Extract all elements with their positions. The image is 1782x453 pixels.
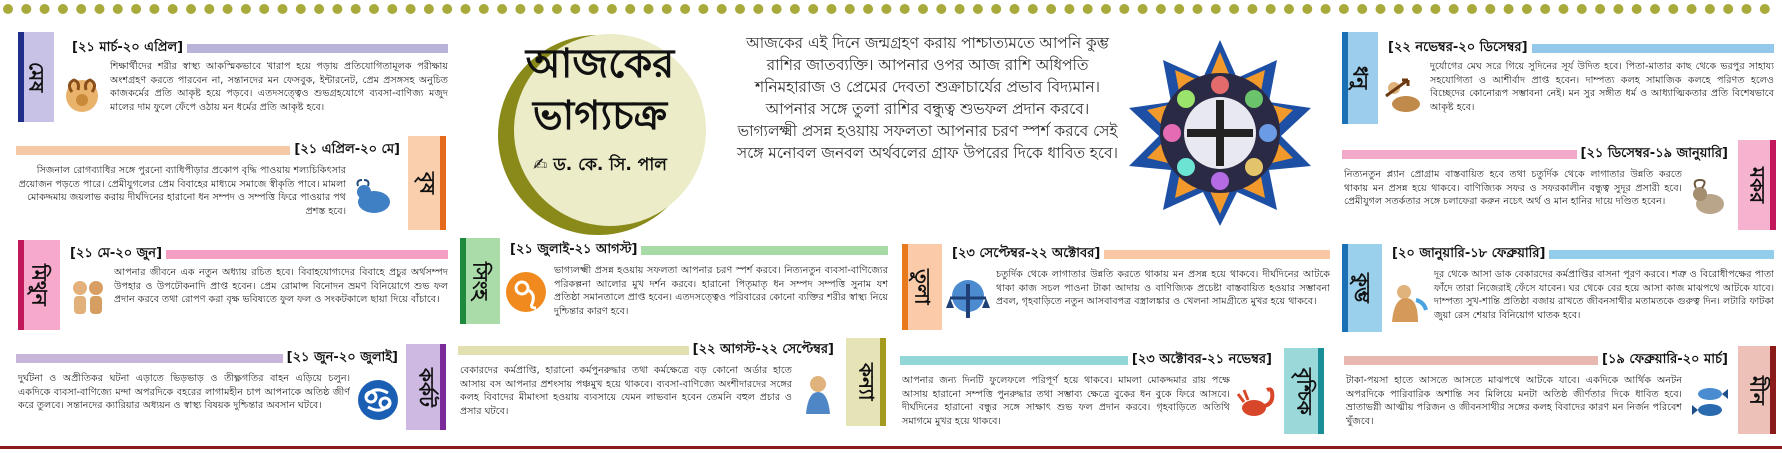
prediction-text: দূর থেকে আসা ডাক বেকারদের কর্মপ্রাপ্তির বাসনা পূরণ করবে। শত্রু ও বিরোধীপক্ষের পাতা ফাঁদে তারা নিজেরাই ফেঁসে যাবেন। ঘর থেকে বের হয়ে আসা কাজ মাঝপথে আটকে যাবে। দাম্পত্য সুখ-শান্তি প্রতিষ্ঠা বজায় রাখতে জীবনসাথীর মতামতকে গুরুত্ব দিন। লটারি ফাটকা জুয়া রেস শেয়ার বিনিয়োগ ঘাতক হবে। — [1434, 269, 1774, 321]
border-dot — [717, 4, 727, 14]
border-dot — [461, 4, 471, 14]
border-dot — [1705, 4, 1715, 14]
border-dot — [278, 4, 288, 14]
border-dot — [223, 4, 233, 14]
border-dot — [424, 4, 434, 14]
prediction-text: দুর্যোগের মেঘ সরে গিয়ে সুদিনের সূর্য উদিত হবে। পিতা-মাতার কাছ থেকে ভরপুর সাহায্য সহযোগিতা ও আশীর্বাদ প্রাপ্ত হবেন। দাম্পত্য কলহ সামাজিক কলহে পরিণত হলেও বিচ্ছেদের কোনোরূপ সম্ভাবনা নেই। মন সুর সঙ্গীত ধর্ম ও আধ্যাত্মিকতার প্রতি বিশেষভাবে আকৃষ্ট হবে। — [1430, 61, 1774, 113]
sign-name: মীন — [1745, 375, 1770, 405]
border-dot — [131, 4, 141, 14]
border-dot — [1119, 4, 1129, 14]
border-dot — [1467, 4, 1477, 14]
border-dot — [186, 4, 196, 14]
border-dot — [881, 4, 891, 14]
sign-label-mesh — [18, 32, 54, 122]
border-dot — [534, 4, 544, 14]
border-dot — [1211, 4, 1221, 14]
birthday-intro-text: আজকের এই দিনে জন্মগ্রহণ করায় পাশ্চাত্যমতে আপনি কুম্ভ রাশির জাতব্যক্তি। আপনার ওপর আজ রাশি অধিপতি শনিমহারাজ ও প্রেমের দেবতা শুক্রাচার্যের প্রভাব বিদ্যমান। আপনার সঙ্গে তুলা রাশির বন্ধুত্ব শুভফল প্রদান করবে। ভাগ্যলক্ষ্মী প্রসন্ন হওয়ায় সফলতা আপনার চরণ স্পর্শ করবে সেই সঙ্গে মনোবল জনবল অর্থবলের গ্রাফ উপরের দিকে ধাবিত হবে। — [737, 34, 1118, 162]
border-dot — [21, 4, 31, 14]
border-dot — [76, 4, 86, 14]
sign-name: কর্কট — [414, 367, 439, 407]
prediction-text: নিত্যনতুন প্ল্যান প্রোগ্রাম বাস্তবায়িত হবে তথা চতুর্দিক থেকে লাগাতার উন্নতি করতে থাকায় মন প্রসন্ন হয়ে থাকবে। বাণিজ্যিক সফর ও সফরকালীন বন্ধুত্ব সুদূর প্রসারী হবে। প্রেমীযুগল সতর্কতার সঙ্গে চলাফেরা করুন নচেৎ অর্থ ও মান হানির দায়ে দণ্ডিত হবেন। — [1344, 169, 1682, 208]
sagittarius-icon — [1380, 72, 1428, 120]
border-dot — [1668, 4, 1678, 14]
accent-bar — [641, 246, 888, 255]
bottom-rule — [0, 446, 1782, 449]
border-dot — [753, 4, 763, 14]
border-dot — [1083, 4, 1093, 14]
border-dot — [900, 4, 910, 14]
border-dot — [1394, 4, 1404, 14]
border-dot — [351, 4, 361, 14]
border-dot — [442, 4, 452, 14]
border-dot — [149, 4, 159, 14]
prediction-text: চতুর্দিক থেকে লাগাতার উন্নতি করতে থাকায় মন প্রসন্ন হয়ে থাকবে। দীর্ঘদিনের আটকে থাকা কাজ সচল পাওনা টাকা আদায় ও বাণিজ্যিক প্রচেষ্টা বাস্তবায়িত হওয়ার সম্ভাবনা প্রবল, গৃহবাড়িতে নতুন আসবাবপত্র বস্ত্রালঙ্কার ও খেলনা সামগ্রীতে মুখর হয়ে থাকবে। — [996, 269, 1330, 308]
border-dot — [1760, 4, 1770, 14]
sign-label-karkat — [406, 344, 446, 430]
date-row-brishchik — [900, 350, 1276, 370]
border-dot — [204, 4, 214, 14]
border-dot — [1010, 4, 1020, 14]
border-dot — [1028, 4, 1038, 14]
pisces-icon — [1686, 378, 1734, 426]
prediction-text: আপনার জীবনে এক নতুন অধ্যায় রচিত হবে। বিবাহযোগ্যদের বিবাহে প্রচুর অর্থসম্পদ উপহার ও উপঢৌকনাদি প্রাপ্ত হবেন। প্রেম রোমান্স বিনোদন ভ্রমণ বিনিয়োগে শুভ ফল প্রদান করবে তথা রোপণ করা বৃক্ষ ভবিষ্যতে ফুল ফল ও সংকটকালে ছায়া দিয়ে বাঁচাবে। — [114, 267, 448, 306]
border-dot — [168, 4, 178, 14]
sign-name: বৃষ — [415, 171, 440, 195]
border-dot — [113, 4, 123, 14]
border-dot — [95, 4, 105, 14]
author-name: ড. কে. সি. পাল — [553, 155, 667, 175]
gemini-icon — [64, 272, 112, 320]
border-dot — [790, 4, 800, 14]
border-dot — [662, 4, 672, 14]
border-dot — [296, 4, 306, 14]
border-dot — [406, 4, 416, 14]
border-dot — [1650, 4, 1660, 14]
border-dot — [644, 4, 654, 14]
border-dot — [1577, 4, 1587, 14]
date-row-karkat — [16, 348, 402, 368]
border-dot — [314, 4, 324, 14]
border-dot — [1339, 4, 1349, 14]
accent-bar — [1532, 44, 1774, 53]
prediction-text: শিক্ষার্থীদের শরীর স্বাস্থ্য আকস্মিকভাবে খারাপ হয়ে পড়ায় প্রতিযোগিতামূলক পরীক্ষায় অংশগ্রহণ করতে পারবেন না, সন্তানদের মন ফেসবুক, ইন্টারনেট, প্রেম প্রসঙ্গসহ অনুচিত কাজকর্মের প্রতি আকৃষ্ট হয়ে পড়বে। এতদসত্ত্বেও শুভগ্রহযোগে ব্যবসা-বাণিজ্য মজুদ মালের দাম ফুলে ফেঁপে ওঠায় মন ধর্মের প্রতি আকৃষ্ট হবে। — [110, 61, 448, 113]
sign-label-brishchik — [1284, 348, 1324, 434]
border-dot — [625, 4, 635, 14]
libra-icon — [944, 276, 992, 324]
border-dot — [552, 4, 562, 14]
sign-label-kanya — [846, 338, 886, 426]
date-range: [২২ নভেম্বর-২০ ডিসেম্বর] — [1388, 39, 1528, 55]
border-dot — [369, 4, 379, 14]
date-range: [২৩ সেপ্টেম্বর-২২ অক্টোবর] — [952, 245, 1101, 261]
border-dot — [955, 4, 965, 14]
border-dot — [589, 4, 599, 14]
prediction-text: আপনার জন্য দিনটি ফুলেফলে পরিপূর্ণ হয়ে থাকবে। মামলা মোকদ্দমার রায় পক্ষে আসায় হারানো সম্পত্তি পুনরুদ্ধার তথা সম্ভাব্য ক্ষেত্রে বুকের ধন বুকে ফিরে আসবে। দীর্ঘদিনের হারানো বন্ধুর সঙ্গে সাক্ষাৎ শুভ ফল প্রদান করবে। গৃহবাড়িতে অতিথি সমাগমে মুখর হয়ে থাকবে। — [902, 375, 1230, 427]
border-dot — [1174, 4, 1184, 14]
border-dot — [1522, 4, 1532, 14]
date-range: [২০ জানুয়ারি-১৮ ফেব্রুয়ারি] — [1392, 245, 1546, 261]
date-row-kanya — [458, 340, 838, 360]
sign-name: বৃশ্চিক — [1292, 367, 1317, 415]
prediction-text: বেকারদের কর্মপ্রাপ্তি, হারানো কর্মপুনরুদ্ধার তথা কর্মক্ষেত্রে বড় কোনো অর্ডার হাতে আসায় বস আপনার প্রশংসায় পঞ্চমুখ হয়ে থাকবে। ব্যবসা-বাণিজ্যে অংশীদারদের সঙ্গের কলহ বিবাদের মীমাংসা হওয়ায় ব্যবসায়ে যেমন লাভবান হবেন তেমনি বহুল প্রচার ও প্রসার ঘটবে। — [460, 365, 792, 417]
date-range: [২১ ডিসেম্বর-১৯ জানুয়ারি] — [1580, 145, 1728, 161]
date-range: [২১ মার্চ-২০ এপ্রিল] — [72, 39, 184, 55]
border-dot — [1229, 4, 1239, 14]
border-dot — [1284, 4, 1294, 14]
border-dot — [1266, 4, 1276, 14]
sign-label-kumbha — [1342, 244, 1382, 332]
border-dot — [918, 4, 928, 14]
border-dot — [1193, 4, 1203, 14]
accent-bar — [16, 354, 283, 363]
sign-name: মেষ — [24, 61, 49, 93]
border-dot — [1064, 4, 1074, 14]
pen-icon: ✍ — [533, 155, 548, 175]
border-dot — [259, 4, 269, 14]
sign-name: মিথুন — [27, 264, 52, 306]
border-dot — [1632, 4, 1642, 14]
date-row-kumbha — [1388, 244, 1774, 264]
aries-icon — [58, 70, 106, 118]
sign-label-tula — [902, 244, 942, 330]
date-row-brish — [16, 140, 404, 160]
date-row-singha — [506, 240, 888, 260]
border-dot — [1485, 4, 1495, 14]
prediction-text: টাকা-পয়সা হাতে আসতে আসতে মাঝপথে আটকে যাবে। একদিকে আর্থিক অনটন অপরদিকে পারিবারিক অশান্তি সব মিলিয়ে মনটা অতিষ্ঠ জীর্ণতার দিকে ধাবিত হবে। ভ্রাতাভগ্নী আত্মীয় পরিজন ও জীবনসাথীর সঙ্গের কলহ বিবাদের কারণ মন নির্জন পরিবেশ খুঁজবে। — [1346, 375, 1682, 427]
date-range: [১৯ ফেব্রুয়ারি-২০ মার্চ] — [1602, 351, 1728, 367]
border-dot — [1723, 4, 1733, 14]
taurus-icon — [350, 172, 398, 220]
zodiac-wheel-icon — [1125, 38, 1315, 228]
sign-name: মকর — [1745, 166, 1770, 204]
border-dot — [845, 4, 855, 14]
border-dot — [808, 4, 818, 14]
border-dot — [827, 4, 837, 14]
scorpio-icon — [1232, 378, 1280, 426]
date-row-tula — [948, 244, 1330, 264]
sign-label-singha — [460, 238, 500, 324]
border-dot — [698, 4, 708, 14]
border-dot — [1156, 4, 1166, 14]
accent-bar — [900, 356, 1128, 365]
sign-label-meen — [1738, 346, 1776, 434]
sign-name: কন্যা — [854, 363, 879, 401]
border-dot — [735, 4, 745, 14]
cancer-icon — [354, 376, 402, 424]
border-dot — [3, 4, 13, 14]
accent-bar — [458, 346, 689, 355]
sign-name: কুম্ভ — [1350, 273, 1375, 303]
date-row-mesh — [68, 38, 448, 58]
border-dot — [515, 4, 525, 14]
border-dot — [332, 4, 342, 14]
title-line-2: ভাগ্যচক্র — [532, 92, 668, 139]
border-dot — [1101, 4, 1111, 14]
border-dot — [991, 4, 1001, 14]
border-dot — [479, 4, 489, 14]
border-dot — [1046, 4, 1056, 14]
border-dot — [1687, 4, 1697, 14]
border-dot — [863, 4, 873, 14]
date-range: [২৩ অক্টোবর-২১ নভেম্বর] — [1131, 351, 1272, 367]
date-range: [২২ আগস্ট-২২ সেপ্টেম্বর] — [692, 341, 834, 357]
border-dot — [1412, 4, 1422, 14]
accent-bar — [187, 44, 448, 53]
sign-label-dhanu — [1342, 32, 1378, 124]
aquarius-icon — [1384, 278, 1432, 326]
border-dot — [58, 4, 68, 14]
border-dot — [1595, 4, 1605, 14]
border-dot — [497, 4, 507, 14]
sign-name: ধনু — [1348, 66, 1373, 90]
border-dot — [1559, 4, 1569, 14]
border-dot — [1302, 4, 1312, 14]
border-dot — [1138, 4, 1148, 14]
border-dot — [241, 4, 251, 14]
border-dot — [387, 4, 397, 14]
border-dot — [1742, 4, 1752, 14]
accent-bar — [1342, 150, 1577, 159]
border-dot — [680, 4, 690, 14]
date-range: [২১ জুলাই-২১ আগস্ট] — [510, 241, 638, 257]
leo-icon — [502, 268, 550, 316]
title-block — [480, 38, 720, 180]
accent-bar — [166, 250, 448, 259]
date-row-meen — [1344, 350, 1732, 370]
border-dot — [973, 4, 983, 14]
prediction-text: সিজনাল রোগব্যাধির সঙ্গে পুরনো ব্যাধিপীড়ার প্রকোপ বৃদ্ধি পাওয়ায় শল্যচিকিৎসার প্রয়োজন পড়তে পারে। প্রেমীযুগলের প্রেম বিবাহের মাধ্যমে সমাজে স্বীকৃতি পাবে। মামলা মোকদ্দমায় জয়লাভ করায় দীর্ঘদিনের হারানো ধন সম্পদ ও সম্পত্তি ফিরে পাওয়ার পথ প্রশস্ত হবে। — [18, 165, 346, 217]
border-dot — [1613, 4, 1623, 14]
border-dot — [1449, 4, 1459, 14]
capricorn-icon — [1686, 176, 1734, 224]
sign-label-brish — [408, 136, 446, 230]
date-row-dhanu — [1384, 38, 1774, 58]
border-dot — [570, 4, 580, 14]
border-dot — [936, 4, 946, 14]
border-dot — [40, 4, 50, 14]
accent-bar — [1549, 250, 1774, 259]
sign-name: তুলা — [910, 269, 935, 305]
border-dot — [1321, 4, 1331, 14]
border-dot — [1357, 4, 1367, 14]
prediction-text: দুর্ঘটনা ও অপ্রীতিকর ঘটনা এড়াতে ভিড়ভাড় ও তীক্ষ্ণগতির বাহন এড়িয়ে চলুন। একদিকে ব্যবসা-বাণিজ্যে মন্দা অপরদিকে বহরের লাগামহীন চাপ আপনাকে অতিষ্ঠ জীর্ণ করে তুলবে। সন্তানদের ক্যারিয়ার অধ্যয়ন ও স্বাস্থ্য বিষয়ক দুশ্চিন্তার অবসান ঘটবে। — [18, 373, 350, 412]
border-dot — [1430, 4, 1440, 14]
date-row-mithun — [66, 244, 448, 264]
title-line-1: আজকের — [525, 40, 675, 87]
sign-name: সিংহ — [468, 261, 493, 301]
top-dotted-border — [0, 2, 1782, 18]
accent-bar — [1344, 356, 1598, 365]
date-range: [২১ মে-২০ জুন] — [70, 245, 163, 261]
date-row-makar — [1342, 144, 1732, 164]
accent-bar — [1104, 250, 1330, 259]
border-dot — [1376, 4, 1386, 14]
sign-label-mithun — [18, 240, 60, 330]
sign-label-makar — [1738, 140, 1776, 230]
border-dot — [607, 4, 617, 14]
author-row — [480, 152, 720, 180]
border-dot — [772, 4, 782, 14]
border-dot — [1504, 4, 1514, 14]
accent-bar — [16, 146, 290, 155]
date-range: [২১ এপ্রিল-২০ মে] — [294, 141, 400, 157]
virgo-icon — [794, 370, 842, 418]
border-dot — [1247, 4, 1257, 14]
prediction-text: ভাগ্যলক্ষ্মী প্রসন্ন হওয়ায় সফলতা আপনার চরণ স্পর্শ করবে। নিত্যনতুন ব্যবসা-বাণিজ্যের পরিকল্পনা আলোর মুখ দর্শন করবে। হারানো পিতৃমাতৃ ধন সম্পদ সম্পত্তি সুনাম যশ প্রতিষ্ঠা সমানতালে প্রাপ্ত হবেন। এতদসত্ত্বেও পরিবারের কোনো ব্যক্তির শরীর স্বাস্থ্য নিয়ে দুশ্চিন্তার কারণ হবে। — [554, 265, 888, 317]
date-range: [২১ জুন-২০ জুলাই] — [286, 349, 398, 365]
border-dot — [1540, 4, 1550, 14]
